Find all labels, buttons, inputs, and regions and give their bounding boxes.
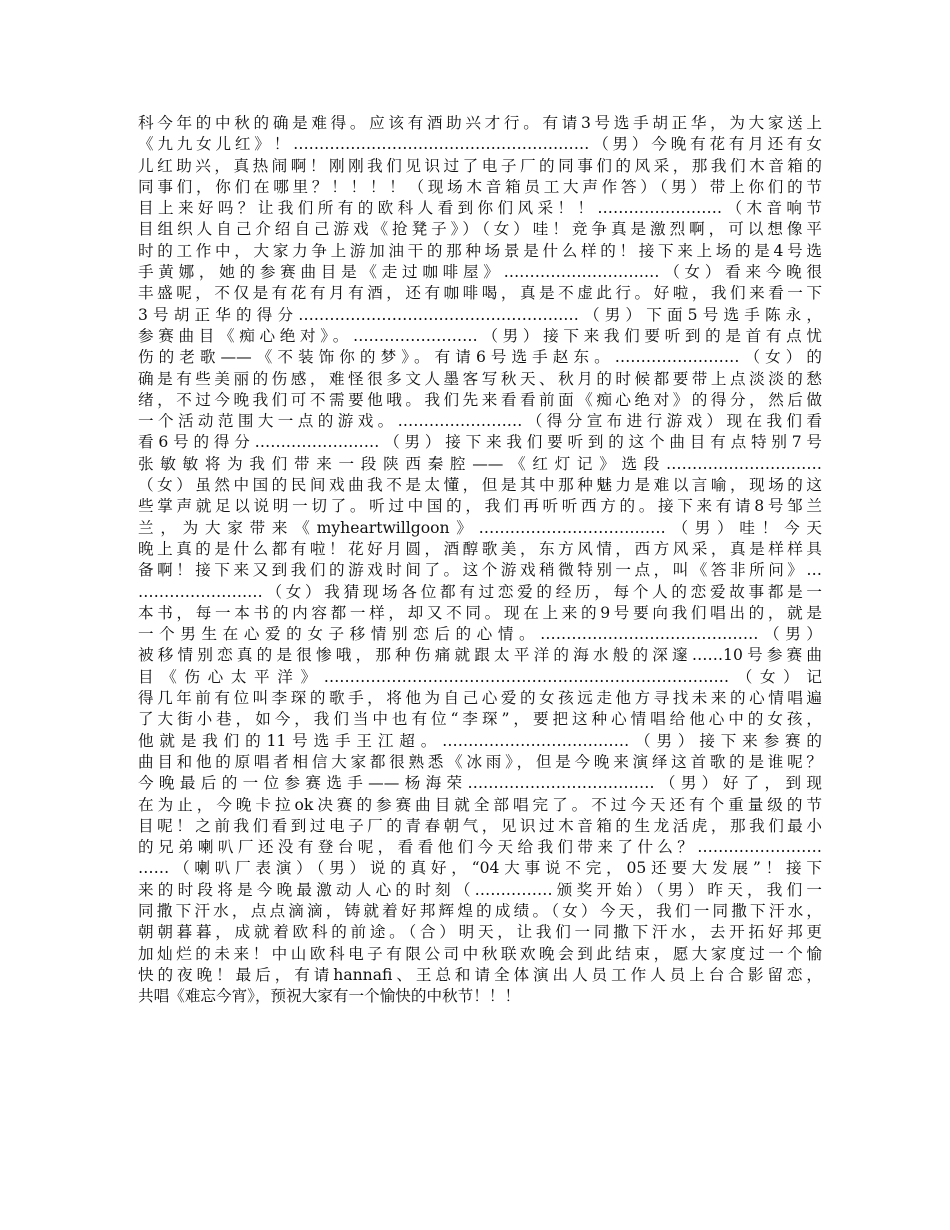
text-line: 朝朝暮暮，成就着欧科的前途。（合）明天，让我们一同撒下汗水，去开拓好邦更 [138, 923, 822, 942]
text-line: 加灿烂的未来！中山欧科电子有限公司中秋联欢晚会到此结束，愿大家度过一个愉 [138, 944, 822, 963]
text-line: 备啊！接下来又到我们的游戏时间了。这个游戏稍微特别一点，叫《答非所问》… [138, 561, 822, 580]
text-line: 目《伤心太平洋》……………………………………………………………………（女）记 [138, 667, 822, 686]
text-line: ……（喇叭厂表演）（男）说的真好，“04大事说不完，05还要大发展”！接下 [138, 859, 822, 878]
text-line: 确是有些美丽的伤感，难怪很多文人墨客写秋天、秋月的时候都要带上点淡淡的愁 [138, 369, 822, 388]
text-line: 3号胡正华的得分………………………………………………（男）下面5号选手陈永， [138, 305, 822, 324]
text-line: 本书，每一本书的内容都一样，却又不同。现在上来的9号要向我们唱出的，就是 [138, 603, 822, 622]
text-line: 科今年的中秋的确是难得。应该有酒助兴才行。有请3号选手胡正华，为大家送上 [138, 114, 822, 132]
text-line: 儿红助兴，真热闹啊！刚刚我们见识过了电子厂的同事们的风采，那我们木音箱的 [138, 156, 822, 175]
text-line: 快的夜晚！最后，有请hannafi、王总和请全体演出人员工作人员上台合影留恋， [138, 965, 822, 984]
text-line: 参赛曲目《痴心绝对》。……………………（男）接下来我们要听到的是首有点忧 [138, 326, 822, 345]
body-text [138, 113, 822, 1007]
text-line: 时的工作中，大家力争上游加油干的那种场景是什么样的！接下来上场的是4号选 [138, 241, 822, 260]
text-line: 在为止，今晚卡拉ok决赛的参赛曲目就全部唱完了。不过今天还有个重量级的节 [138, 795, 822, 814]
text-line: 目上来好吗？让我们所有的欧科人看到你们风采！！……………………（木音响节 [138, 199, 822, 218]
text-line: 伤的老歌——《不装饰你的梦》。有请6号选手赵东。……………………（女）的 [138, 348, 822, 367]
text-line: 曲目和他的原唱者相信大家都很熟悉《冰雨》，但是今晚来演绎这首歌的是谁呢？ [138, 752, 822, 771]
text-line: 一个活动范围大一点的游戏。……………………（得分宣布进行游戏）现在我们看 [138, 412, 822, 431]
text-line: 些掌声就足以说明一切了。听过中国的，我们再听听西方的。接下来有请8号邹兰 [138, 497, 822, 516]
text-line: 得几年前有位叫李琛的歌手，将他为自己心爱的女孩远走他方寻找未来的心情唱遍 [138, 689, 822, 708]
text-line: 目呢！之前我们看到过电子厂的青春朝气，见识过木音箱的生龙活虎，那我们最小 [138, 816, 822, 835]
text-line: 看6号的得分……………………（男）接下来我们要听到的这个曲目有点特别7号 [138, 433, 822, 452]
text-line: 今晚最后的一位参赛选手——杨海荣………………………………（男）好了，到现 [138, 774, 822, 793]
text-line: 晚上真的是什么都有啦！花好月圆，酒醇歌美，东方风情，西方风采，真是样样具 [138, 539, 822, 558]
text-line: 共唱《难忘今宵》，预祝大家有一个愉快的中秋节！！！ [138, 987, 521, 1006]
text-line: 兰，为大家带来《myheartwillgoon》………………………………（男）哇！今天 [138, 518, 822, 537]
text-line: 了大街小巷，如今，我们当中也有位“李琛”，要把这种心情唱给他心中的女孩， [138, 710, 822, 729]
text-line: 《九九女儿红》！…………………………………………………（男）今晚有花有月还有女 [138, 135, 822, 154]
text-line: 丰盛呢，不仅是有花有月有酒，还有咖啡喝，真是不虚此行。好啦，我们来看一下 [138, 284, 822, 303]
text-line: 来的时段将是今晚最激动人心的时刻（……………颁奖开始）（男）昨天，我们一 [138, 880, 822, 899]
text-line: 同撒下汗水，点点滴滴，铸就着好邦辉煌的成绩。（女）今天，我们一同撒下汗水， [138, 901, 822, 920]
text-line: 绪，不过今晚我们可不需要他哦。我们先来看看前面《痴心绝对》的得分，然后做 [138, 390, 822, 409]
text-line: 的兄弟喇叭厂还没有登台呢，看看他们今天给我们带来了什么？…………………… [138, 838, 822, 857]
text-line: 同事们，你们在哪里？！！！！（现场木音箱员工大声作答）（男）带上你们的节 [138, 177, 822, 196]
text-line: （女）虽然中国的民间戏曲我不是太懂，但是其中那种魅力是难以言喻，现场的这 [138, 476, 822, 495]
text-line: 手黄娜，她的参赛曲目是《走过咖啡屋》…………………………（女）看来今晚很 [138, 263, 822, 282]
text-line: 被移情别恋真的是很惨哦，那种伤痛就跟太平洋的海水般的深邃……10号参赛曲 [138, 646, 822, 665]
text-line: 张敏敏将为我们带来一段陕西秦腔——《红灯记》选段………………………… [138, 454, 822, 473]
text-line: 目组织人自己介绍自己游戏《抢凳子》）（女）哇！竞争真是激烈啊，可以想像平 [138, 220, 822, 239]
text-line: 一个男生在心爱的女子移情别恋后的心情。……………………………………（男） [138, 625, 822, 644]
text-line: ……………………（女）我猜现场各位都有过恋爱的经历，每个人的恋爱故事都是一 [138, 582, 822, 601]
text-line: 他就是我们的11号选手王江超。………………………………（男）接下来参赛的 [138, 731, 822, 750]
